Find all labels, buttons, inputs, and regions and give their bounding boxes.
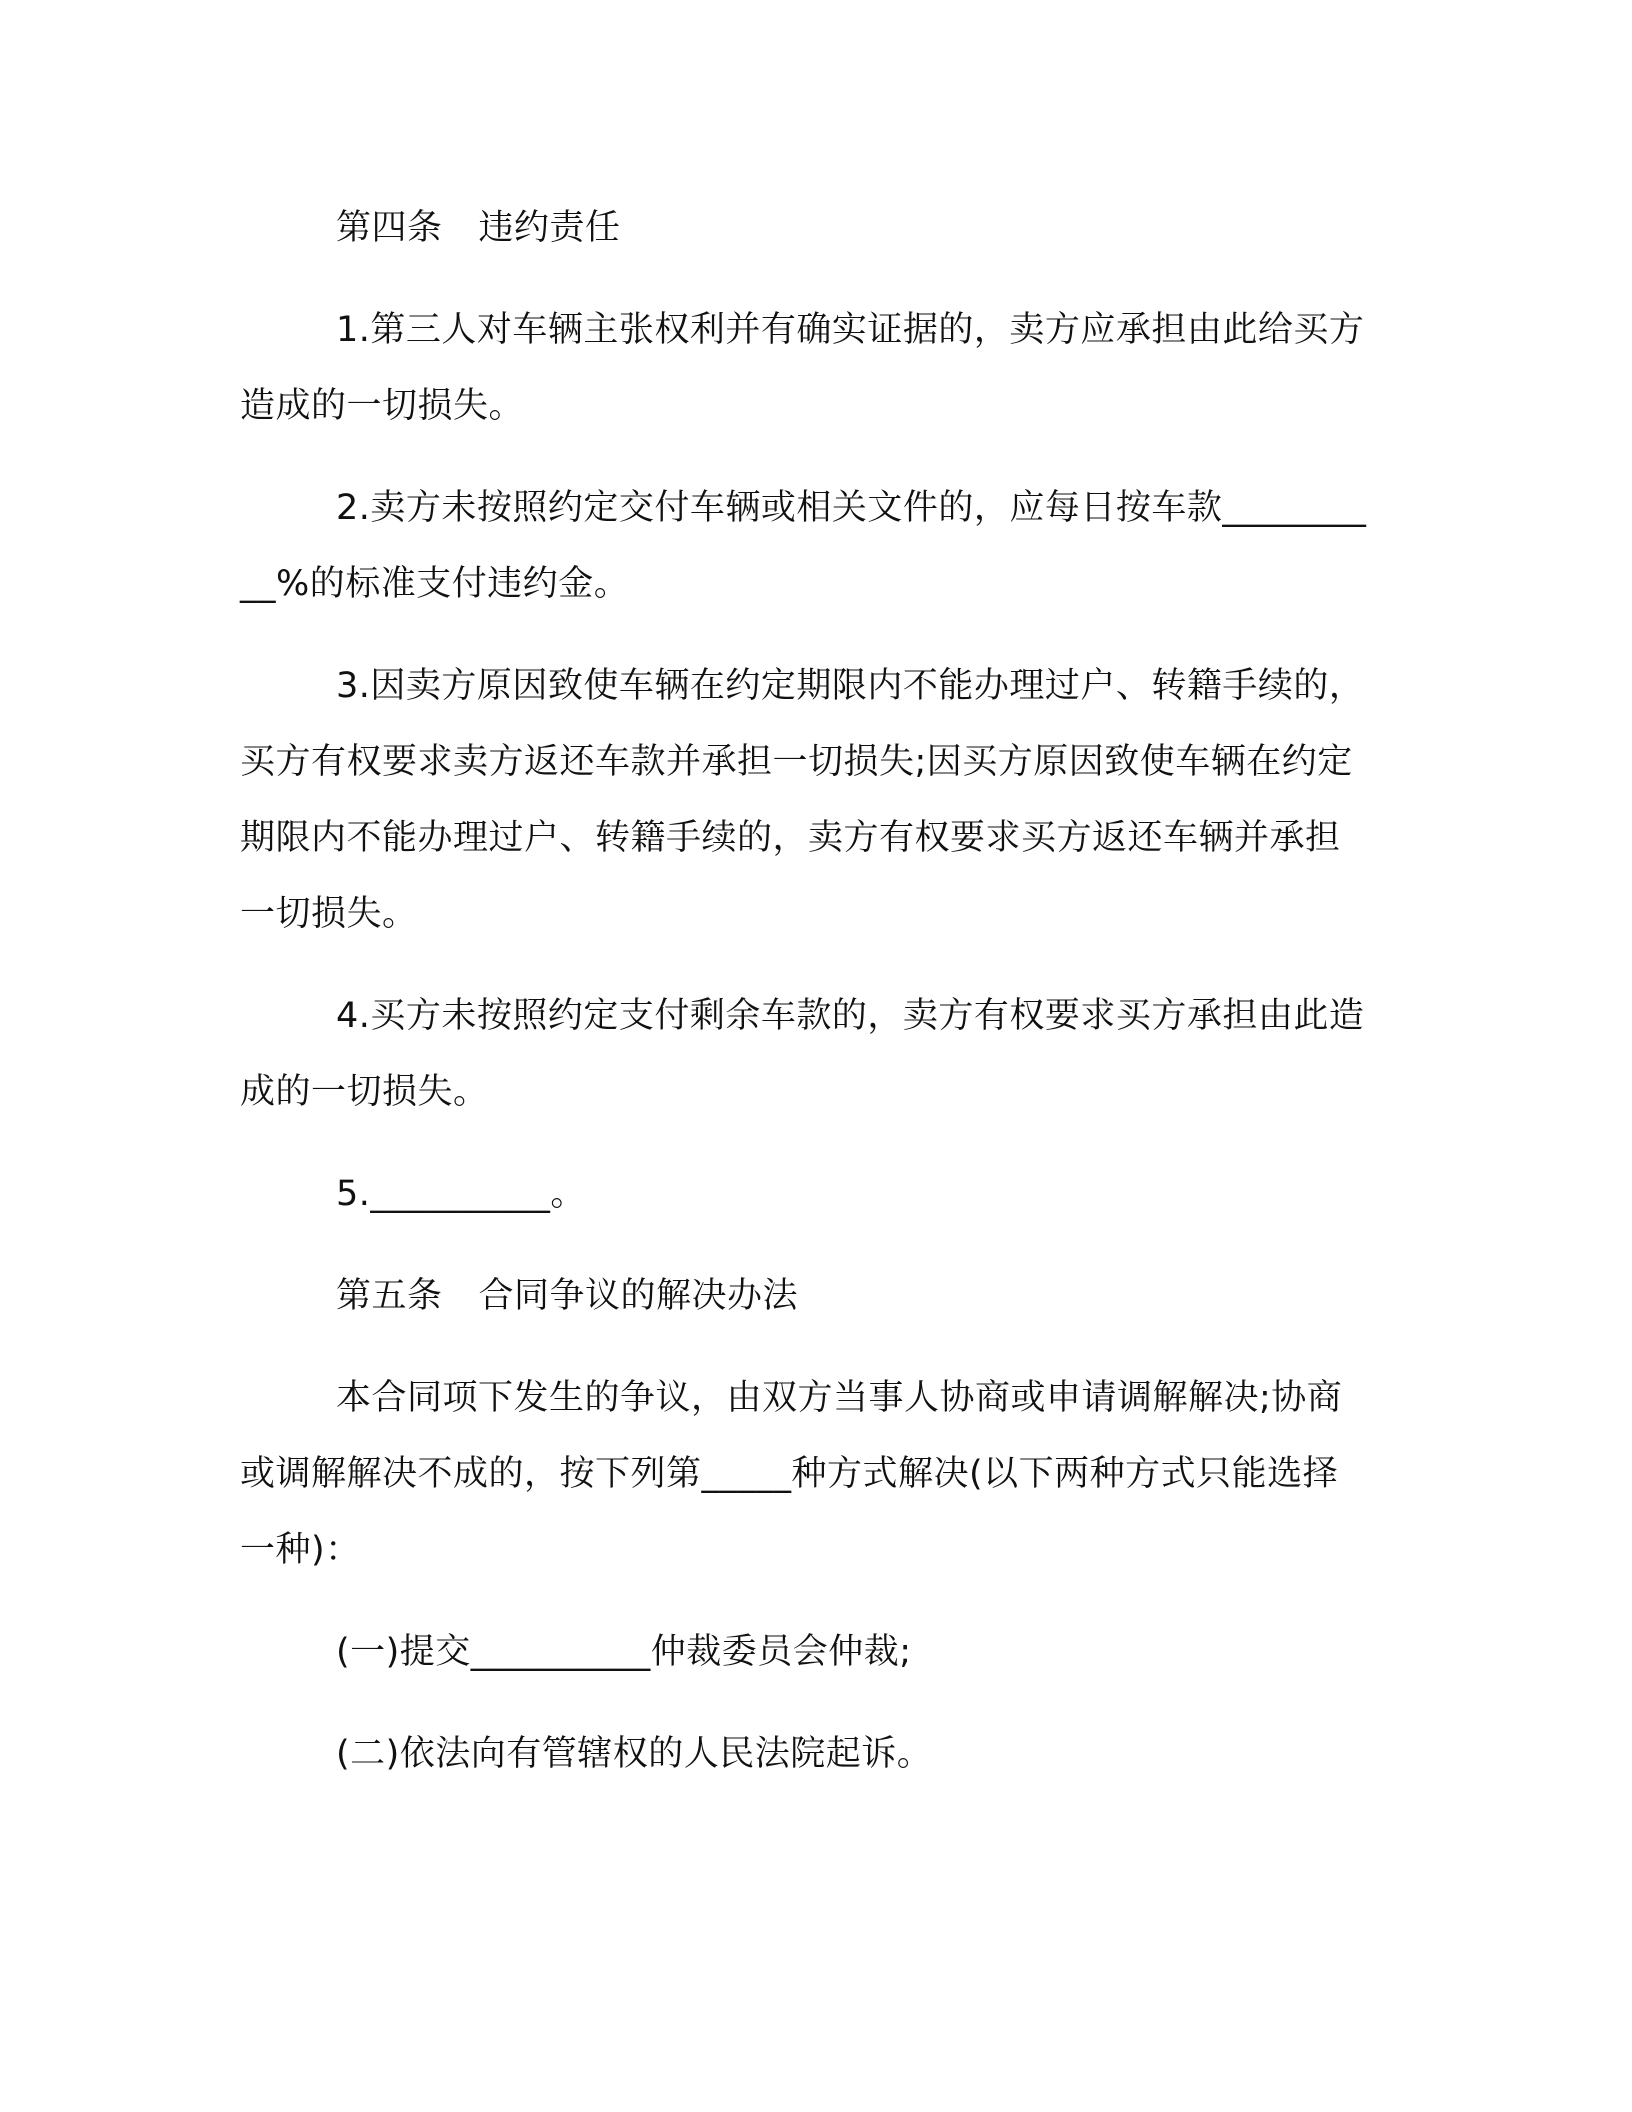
article-4-heading xyxy=(240,190,1370,266)
article-5-option-1: (一)提交__________仲裁委员会仲裁; xyxy=(336,1632,912,1672)
article-4-item-4: 4.买方未按照约定支付剩余车款的，卖方有权要求买方承担由此造成的一切损失。 xyxy=(240,996,1365,1112)
document-body xyxy=(240,190,1370,1818)
article-5-title: 合同争议的解决办法 xyxy=(478,1276,799,1316)
article-4-number: 第四条 xyxy=(336,208,443,248)
article-4-item-3: 3.因卖方原因致使车辆在约定期限内不能办理过户、转籍手续的，买方有权要求卖方返还车款并承担一切损失;因买方原因致使车辆在约定期限内不能办理过户、转籍手续的，卖方有权要求买方返还车辆并承担一切损失。 xyxy=(240,666,1365,934)
article-4-title: 违约责任 xyxy=(478,208,621,248)
article-4-item-5: 5.__________。 xyxy=(336,1174,586,1214)
article-4-item-1: 1.第三人对车辆主张权利并有确实证据的，卖方应承担由此给买方造成的一切损失。 xyxy=(240,310,1365,426)
article-4-item-2: 2.卖方未按照约定交付车辆或相关文件的，应每日按车款__________%的标准支付违约金。 xyxy=(240,488,1367,604)
article-5-intro: 本合同项下发生的争议，由双方当事人协商或申请调解解决;协商或调解解决不成的，按下列第_____种方式解决(以下两种方式只能选择一种)： xyxy=(240,1378,1343,1570)
article-5-heading xyxy=(240,1258,1370,1334)
article-5-option-2: (二)依法向有管辖权的人民法院起诉。 xyxy=(336,1734,933,1774)
article-5-number: 第五条 xyxy=(336,1276,443,1316)
